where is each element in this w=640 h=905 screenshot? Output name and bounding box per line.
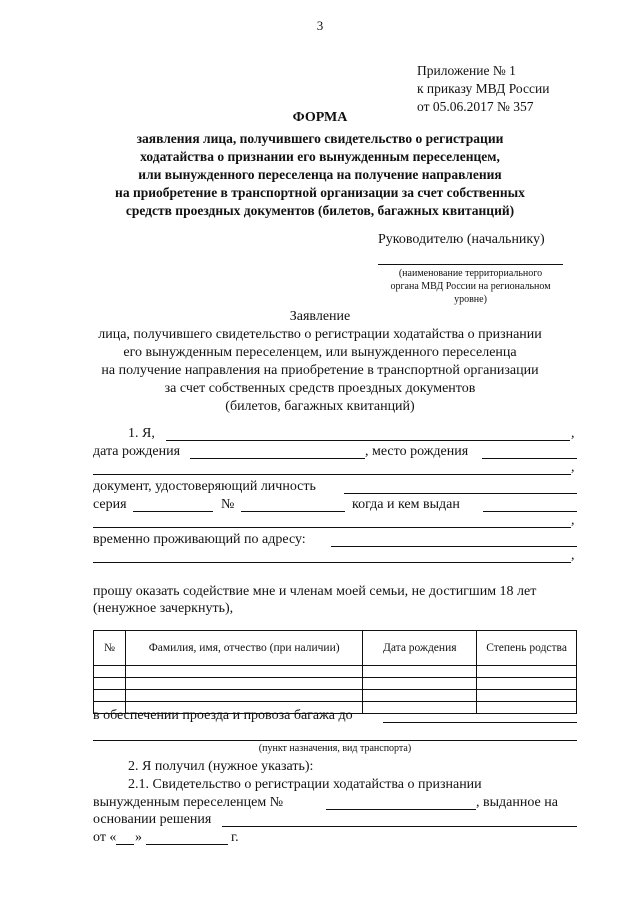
request-line-2: (ненужное зачеркнуть), <box>93 601 234 616</box>
received-line: 2. Я получил (нужное указать): <box>128 759 314 774</box>
series-label: серия <box>93 497 127 512</box>
item-2-1-line-2: вынужденным переселенцем № <box>93 795 284 810</box>
header-number: № <box>94 631 126 666</box>
birth-place-blank[interactable] <box>482 458 577 459</box>
item-2-1-line-1: 2.1. Свидетельство о регистрации ходатайства о признании <box>128 777 482 792</box>
series-blank[interactable] <box>133 511 213 512</box>
address-blank[interactable] <box>331 546 577 547</box>
provision-text: в обеспечении проезда и провоза багажа до <box>93 708 353 723</box>
date-quote: » <box>135 830 142 845</box>
addressee-caption-1: (наименование территориального <box>398 268 543 279</box>
provision-caption: (пункт назначения, вид транспорта) <box>258 743 412 754</box>
form-title-line-4: на приобретение в транспортной организации за счет собственных <box>115 185 525 200</box>
statement-heading-1: Заявление <box>289 309 351 324</box>
form-title-line-1: заявления лица, получившего свидетельство о регистрации <box>136 131 504 146</box>
header-full-name: Фамилия, имя, отчество (при наличии) <box>125 631 362 666</box>
address-blank-2[interactable] <box>93 562 571 563</box>
comma-4: , <box>571 548 575 563</box>
address-label: временно проживающий по адресу: <box>93 532 306 547</box>
number-blank[interactable] <box>241 511 345 512</box>
comma-3: , <box>571 513 575 528</box>
date-from-label: от « <box>93 830 117 845</box>
addressee-to: Руководителю (начальнику) <box>378 232 545 247</box>
comma-2: , <box>571 460 575 475</box>
page-number: 3 <box>316 18 324 33</box>
birth-place-blank-2[interactable] <box>93 474 571 475</box>
date-day-blank[interactable] <box>116 844 134 845</box>
field-i-label: 1. Я, <box>128 426 155 441</box>
table-row[interactable] <box>94 690 577 702</box>
table-header-row <box>94 631 577 666</box>
destination-blank-2[interactable] <box>93 740 577 741</box>
appendix-line-2: к приказу МВД России <box>417 81 550 96</box>
item-2-1-line-3: основании решения <box>93 812 212 827</box>
birth-place-label: , место рождения <box>365 444 469 459</box>
decision-blank[interactable] <box>222 826 577 827</box>
issued-blank-2[interactable] <box>93 527 571 528</box>
destination-blank[interactable] <box>383 722 577 723</box>
form-title-line-3: или вынужденного переселенца на получение направления <box>138 167 502 182</box>
form-label: ФОРМА <box>292 110 348 125</box>
form-title-line-5: средств проездных документов (билетов, багажных квитанций) <box>125 203 515 218</box>
request-line-1: прошу оказать содействие мне и членам моей семьи, не достигшим 18 лет <box>93 584 537 599</box>
table-row[interactable] <box>94 678 577 690</box>
certificate-number-blank[interactable] <box>326 809 476 810</box>
family-table <box>93 630 577 714</box>
form-title-line-2: ходатайства о признании его вынужденным переселенцем, <box>140 149 500 164</box>
year-label: г. <box>231 830 239 845</box>
issued-label: когда и кем выдан <box>352 497 460 512</box>
birth-date-blank[interactable] <box>190 458 365 459</box>
statement-heading-5: за счет собственных средств проездных документов <box>164 381 476 396</box>
table-row[interactable] <box>94 666 577 678</box>
number-label: № <box>221 497 235 512</box>
date-month-blank[interactable] <box>146 844 228 845</box>
addressee-caption-3: уровне) <box>454 294 487 305</box>
item-2-1-issued: , выданное на <box>476 795 558 810</box>
birth-date-label: дата рождения <box>93 444 181 459</box>
appendix-line-1: Приложение № 1 <box>417 63 516 78</box>
statement-heading-6: (билетов, багажных квитанций) <box>225 399 415 414</box>
issued-blank[interactable] <box>483 511 577 512</box>
addressee-caption-2: органа МВД России на региональном <box>390 281 551 292</box>
statement-heading-4: на получение направления на приобретение в транспортной организации <box>101 363 539 378</box>
statement-heading-2: лица, получившего свидетельство о регистрации ходатайства о признании <box>98 327 542 342</box>
full-name-blank[interactable] <box>166 440 570 441</box>
header-relation: Степень родства <box>477 631 577 666</box>
id-doc-blank[interactable] <box>344 493 577 494</box>
addressee-blank[interactable] <box>378 264 563 265</box>
id-doc-label: документ, удостоверяющий личность <box>93 479 316 494</box>
appendix-line-3: от 05.06.2017 № 357 <box>417 99 534 114</box>
comma-1: , <box>571 426 575 441</box>
statement-heading-3: его вынужденным переселенцем, или вынужденного переселенца <box>123 345 517 360</box>
header-birth-date: Дата рождения <box>363 631 477 666</box>
